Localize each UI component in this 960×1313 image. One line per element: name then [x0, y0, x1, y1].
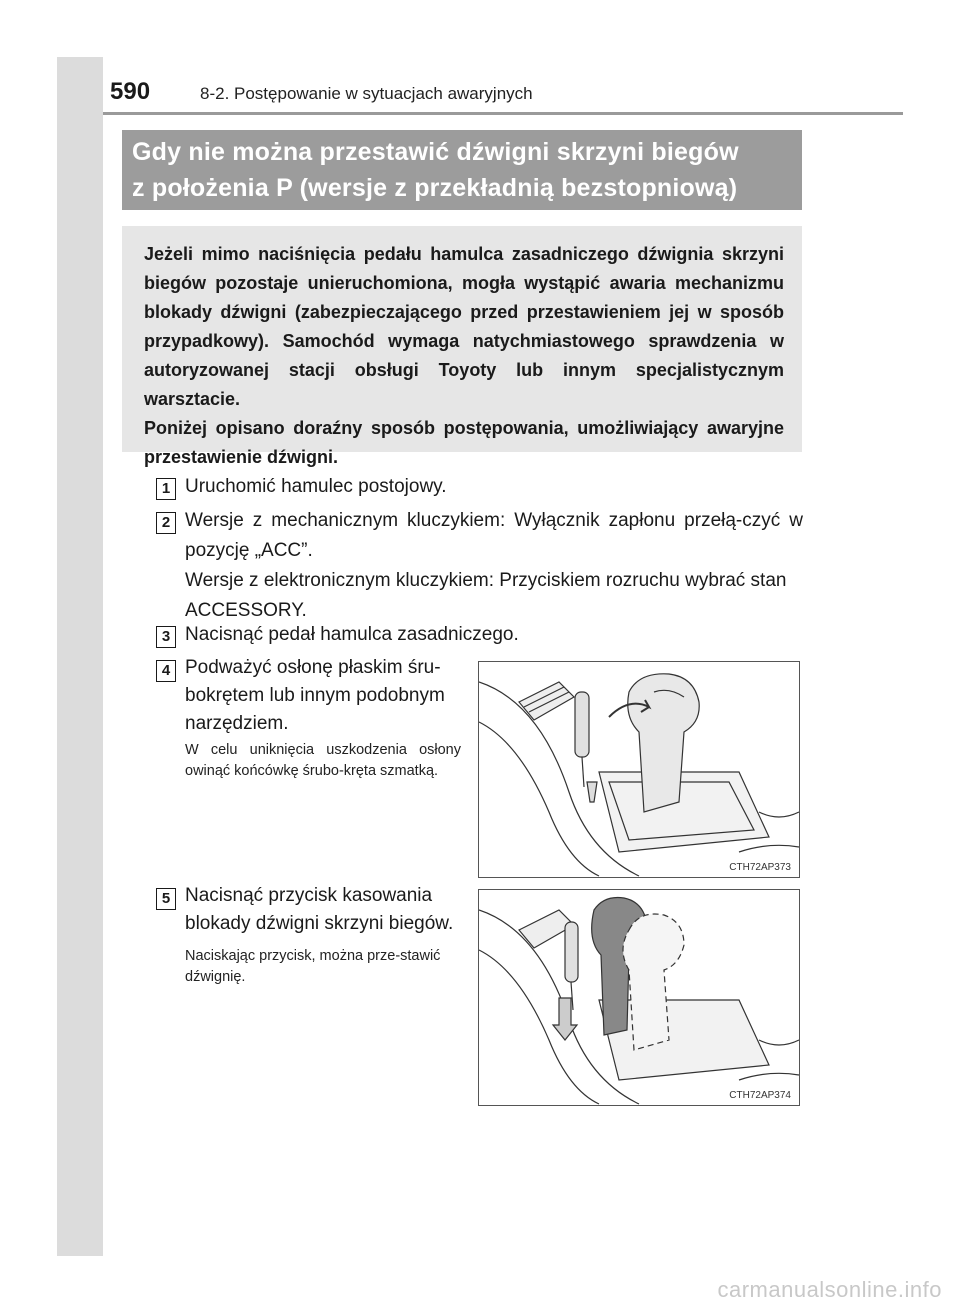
intro-box [122, 226, 802, 467]
step-number-5: 5 [156, 888, 176, 910]
step-number-4: 4 [156, 660, 176, 682]
left-margin-bar [57, 57, 103, 1256]
page-title-line-1: Gdy nie można przestawić dźwigni skrzyni biegów [132, 138, 739, 166]
figure-prying-cover [478, 661, 800, 878]
step-2-text: Wersje z mechanicznym kluczykiem: Wyłącznik zapłonu przełą-czyć w pozycję „ACC”. [185, 510, 803, 561]
step-4-text: Podważyć osłonę płaskim śru-bokrętem lub innym podobnym narzędziem. [185, 657, 445, 734]
page-title-line-2: z położenia P (wersje z przekładnią bezstopniową) [132, 174, 738, 202]
screwdriver-pressing-release-button-illustration [479, 890, 799, 1105]
intro-paragraph-2: Poniżej opisano doraźny sposób postępowania, umożliwiający awaryjne przestawienie dźwigni. [144, 418, 784, 467]
figure-code-1: CTH72AP373 [729, 862, 791, 873]
watermark: carmanualsonline.info [717, 1277, 942, 1302]
step-3-text: Nacisnąć pedał hamulca zasadniczego. [185, 624, 519, 645]
intro-text [144, 240, 784, 472]
step-number-3: 3 [156, 626, 176, 648]
header-rule [103, 112, 903, 115]
intro-paragraph-1: Jeżeli mimo naciśnięcia pedału hamulca zasadniczego dźwignia skrzyni biegów pozostaje unieruchomiona, mogła wystąpić awaria mechanizmu blokady dźwigni (zabezpieczającego przed przestawieniem jej w sposób przypadkowy). Samochód wymaga natychmiastowego sprawdzenia w autoryzowanej stacji obsługi Toyoty lub innym specjalistycznym warsztacie. [144, 244, 784, 409]
page-number: 590 [110, 78, 151, 105]
step-1-text: Uruchomić hamulec postojowy. [185, 476, 447, 497]
figure-pressing-button [478, 889, 800, 1106]
step-2-text-electronic-key: Wersje z elektronicznym kluczykiem: Przyciskiem rozruchu wybrać stan ACCESSORY. [185, 570, 787, 621]
screwdriver-prying-cover-illustration [479, 662, 799, 877]
step-5-text: Nacisnąć przycisk kasowania blokady dźwigni skrzyni biegów. [185, 885, 454, 934]
step-number-1: 1 [156, 478, 176, 500]
page-title-box [122, 130, 802, 210]
step-4-note: W celu uniknięcia uszkodzenia osłony owinąć końcówkę śrubo-kręta szmatką. [185, 742, 461, 779]
section-title: 8-2. Postępowanie w sytuacjach awaryjnych [200, 84, 533, 103]
step-number-2: 2 [156, 512, 176, 534]
figure-code-2: CTH72AP374 [729, 1090, 791, 1101]
step-5-note: Naciskając przycisk, można prze-stawić dźwignię. [185, 948, 441, 985]
